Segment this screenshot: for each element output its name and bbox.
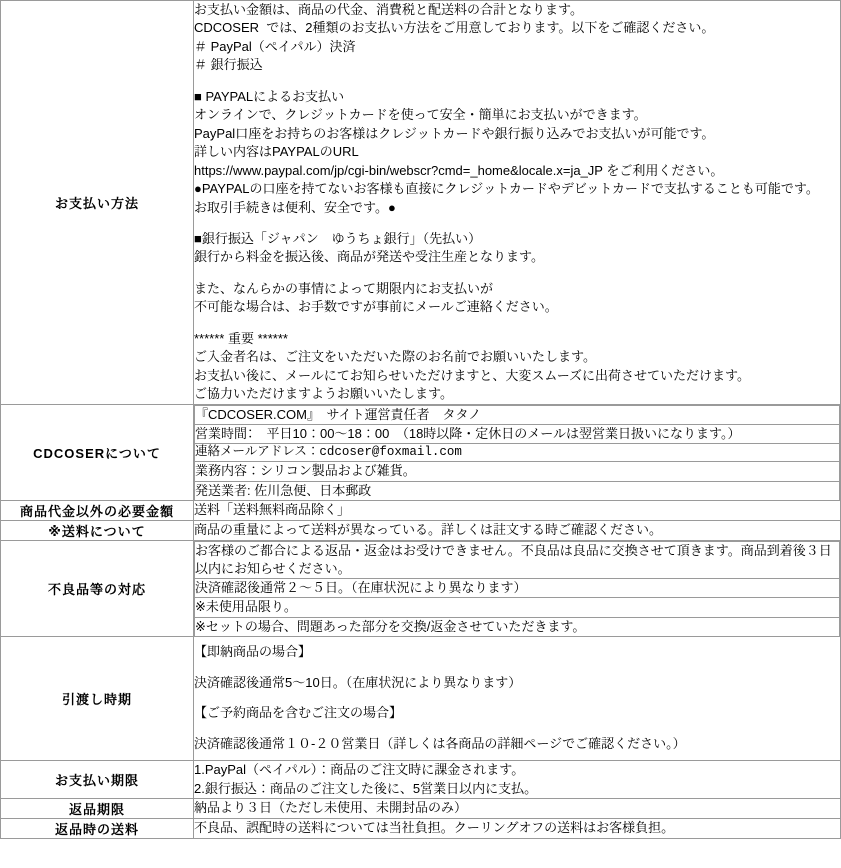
row-label-return-shipping: 返品時の送料 [1, 819, 194, 839]
table-row [1, 636, 841, 760]
spacer [194, 317, 840, 330]
contact-email-line: 連絡メールアドレス：cdcoser@foxmail.com [195, 443, 840, 462]
row-label-about-cdcoser: CDCOSERについて [1, 404, 194, 500]
row-value-payment-deadline [194, 761, 841, 799]
sub-row [195, 579, 840, 598]
table-row [1, 500, 841, 520]
text-line: 発送業者: 佐川急便、日本郵政 [195, 481, 840, 500]
row-label-extra-fees: 商品代金以外の必要金額 [1, 500, 194, 520]
sub-row [195, 481, 840, 500]
row-value-defective-items [194, 540, 841, 636]
row-label-payment-deadline: お支払い期限 [1, 761, 194, 799]
text-line: 業務内容：シリコン製品および雑貨。 [195, 462, 840, 481]
sub-row [195, 541, 840, 578]
row-value-return-deadline [194, 799, 841, 819]
text-line: 納品より３日（ただし未使用、未開封品のみ） [194, 800, 468, 816]
table-row [1, 540, 841, 636]
text-line: ■銀行振込「ジャパン ゆうちょ銀行」（先払い） [194, 230, 482, 246]
text-line: 決済確認後通常5～10日。（在庫状況により異なります） [194, 674, 522, 690]
text-line: CDCOSER では、2種類のお支払い方法をご用意しております。以下をご確認ください。 [194, 20, 715, 36]
text-line: ●PAYPALの口座を持てないお客様も直接にクレジットカードやデビットカードで支払することも可能です。 [194, 181, 819, 197]
text-line: 2.銀行振込：商品のご注文した後に、5営業日以内に支払。 [194, 780, 538, 796]
text-line: 営業時間： 平日10：00～18：00 （18時以降・定休日のメールは翌営業日扱いになります。） [195, 424, 840, 443]
sub-row [195, 424, 840, 443]
text-line: 決済確認後通常２～５日。（在庫状況により異なります） [195, 579, 840, 598]
sub-row [195, 617, 840, 636]
row-value-delivery-time [194, 636, 841, 760]
text-line: お客様のご都合による返品・返金はお受けできません。不良品は良品に交換させて頂きます。商品到着後３日以内にお知らせください。 [195, 541, 840, 578]
sub-row [195, 462, 840, 481]
text-line: ※セットの場合、問題あった部分を交換/返金させていただきます。 [195, 617, 840, 636]
defective-sub-table [194, 541, 840, 636]
row-value-extra-fees [194, 500, 841, 520]
row-value-return-shipping [194, 819, 841, 839]
table-body [1, 1, 841, 839]
text-line: お取引手続きは便利、安全です。● [194, 199, 396, 215]
sub-row [195, 405, 840, 424]
text-line: 『CDCOSER.COM』 サイト運営責任者 タタノ [195, 405, 840, 424]
text-line: ****** 重要 ****** [194, 330, 288, 346]
table-row [1, 1, 841, 405]
spacer [194, 217, 840, 230]
row-label-return-deadline: 返品期限 [1, 799, 194, 819]
text-line: また、なんらかの事情によって期限内にお支払いが [194, 280, 494, 296]
sub-row [195, 443, 840, 462]
row-value-about-cdcoser [194, 404, 841, 500]
text-line: 送料「送料無料商品除く」 [194, 501, 351, 517]
text-line: 銀行から料金を振込後、商品が発送や受注生産となります。 [194, 249, 544, 265]
text-line: 【即納商品の場合】 [194, 643, 312, 659]
text-line: ■ PAYPALによるお支払い [194, 88, 345, 104]
table-row [1, 761, 841, 799]
text-line: オンラインで、クレジットカードを使って安全・簡単にお支払いができます。 [194, 107, 647, 123]
text-line: 1.PayPal（ペイパル）：商品のご注文時に課金されます。 [194, 762, 525, 778]
row-label-delivery-time: 引渡し時期 [1, 636, 194, 760]
table-row [1, 819, 841, 839]
text-line: 不可能な場合は、お手数ですが事前にメールご連絡ください。 [194, 299, 558, 315]
table-row [1, 404, 841, 500]
text-line: お支払い後に、メールにてお知らせいただけますと、大変スムーズに出荷させていただけます。 [194, 367, 751, 383]
about-sub-table [194, 405, 840, 500]
text-line: 詳しい内容はPAYPALのURL [194, 144, 359, 160]
text-line: ご入金者名は、ご注文をいただいた際のお名前でお願いいたします。 [194, 349, 596, 365]
text-line: 決済確認後通常１０-２０営業日（詳しくは各商品の詳細ページでご確認ください。） [194, 736, 686, 752]
paypal-url-line: https://www.paypal.com/jp/cgi-bin/webscr?cmd=_home&locale.x=ja_JP をご利用ください。 [194, 162, 724, 178]
text-line: ＃ 銀行振込 [194, 57, 263, 73]
row-label-payment-method: お支払い方法 [1, 1, 194, 405]
text-line: 不良品、誤配時の送料については当社負担。クーリングオフの送料はお客様負担。 [194, 820, 675, 836]
row-value-payment-method [194, 1, 841, 405]
payment-method-lines [194, 1, 840, 404]
text-line: 【ご予約商品を含むご注文の場合】 [194, 705, 403, 721]
payment-deadline-lines [194, 761, 840, 798]
row-label-defective-items: 不良品等の対応 [1, 540, 194, 636]
delivery-time-lines [194, 637, 840, 760]
spacer [194, 75, 840, 88]
text-line: PayPal口座をお持ちのお客様はクレジットカードや銀行振り込みでお支払いが可能です。 [194, 125, 715, 141]
text-line: ＃ PayPal（ペイパル）決済 [194, 38, 356, 54]
text-line: 商品の重量によって送料が異なっている。詳しくは註文する時ご確認ください。 [194, 521, 663, 537]
table-row [1, 799, 841, 819]
table-row [1, 520, 841, 540]
sub-row [195, 598, 840, 617]
text-line: お支払い金額は、商品の代金、消費税と配送料の合計となります。 [194, 2, 583, 17]
row-label-shipping-fee: ※送料について [1, 520, 194, 540]
text-line: ※未使用品限り。 [195, 598, 840, 617]
text-line: ご協力いただけますようお願いいたします。 [194, 386, 453, 402]
row-value-shipping-fee [194, 520, 841, 540]
spacer [194, 267, 840, 280]
